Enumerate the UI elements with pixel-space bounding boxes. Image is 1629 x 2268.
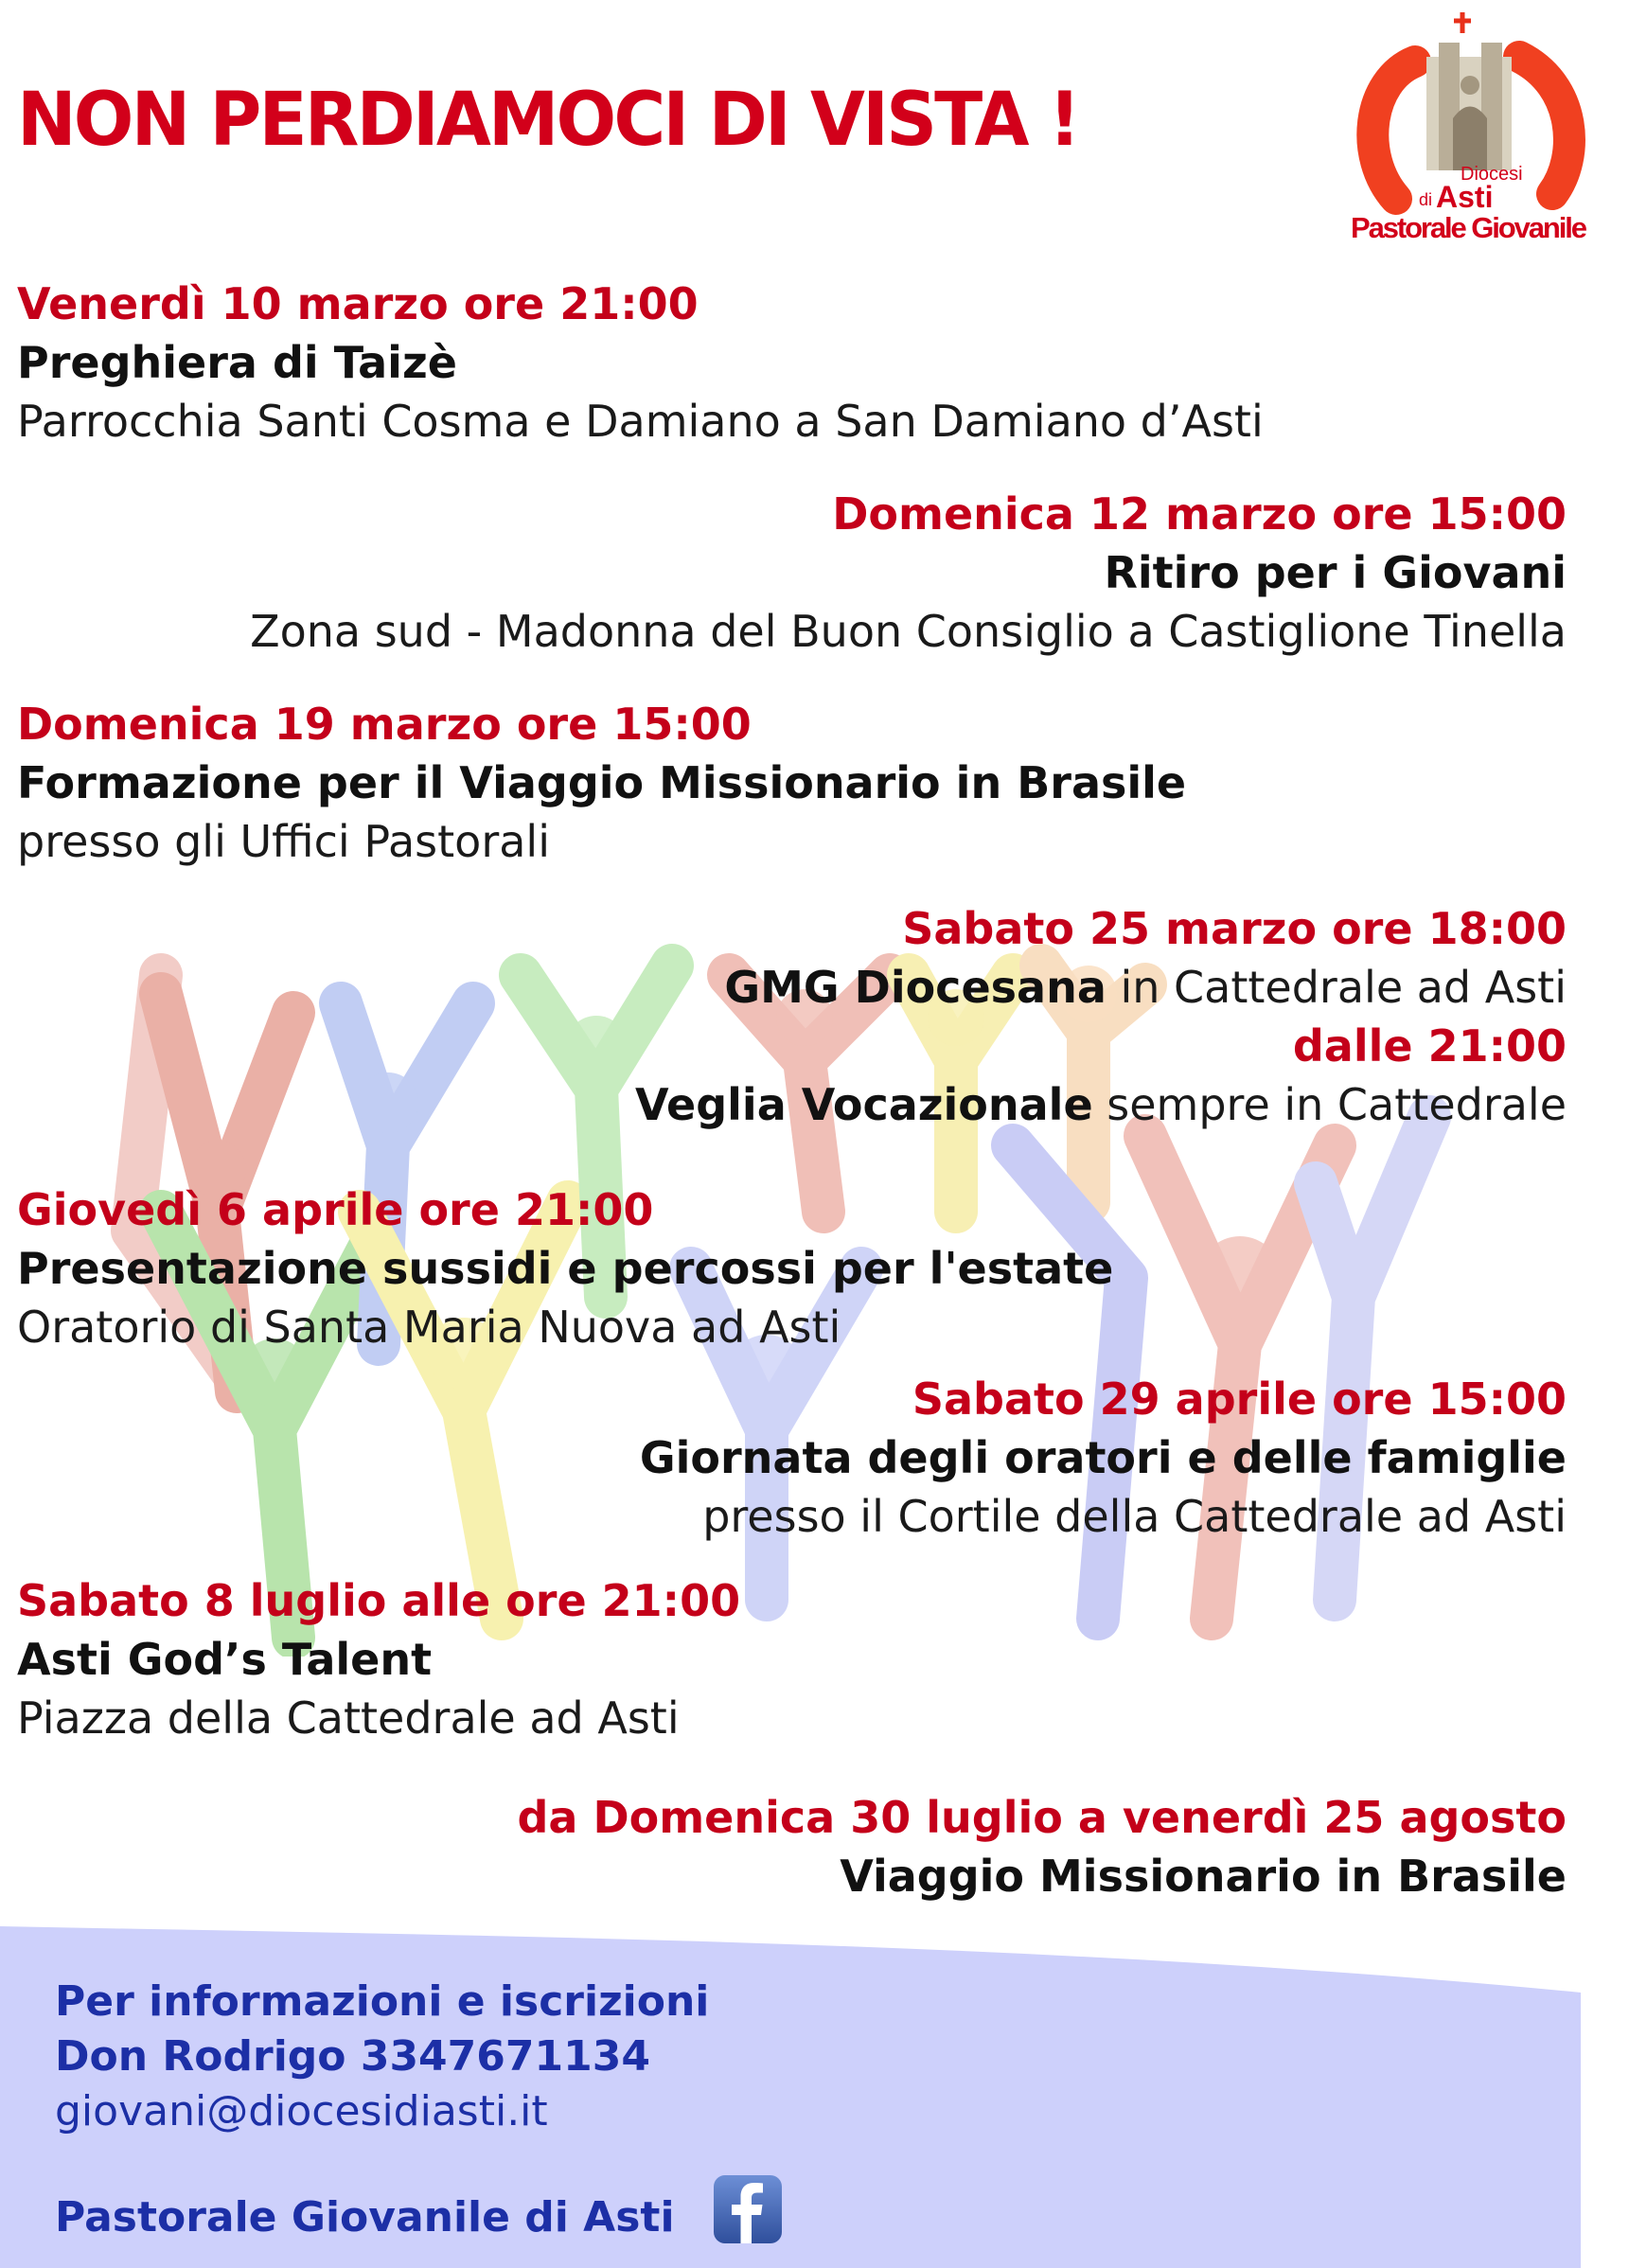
logo-cross-icon <box>1454 12 1471 33</box>
event-place: Parrocchia Santi Cosma e Damiano a San Damiano d’Asti <box>17 396 1264 447</box>
event-date: Domenica 19 marzo ore 15:00 <box>17 699 752 750</box>
event-presentazione <box>17 1180 1113 1356</box>
svg-text:di: di <box>1419 190 1433 209</box>
event-date: Sabato 29 aprile ore 15:00 <box>912 1373 1567 1425</box>
event-god-talent <box>17 1571 740 1747</box>
event-place: Oratorio di Santa Maria Nuova ad Asti <box>17 1302 841 1353</box>
event-date: Venerdì 10 marzo ore 21:00 <box>17 278 699 329</box>
event-name-2-suffix: sempre in Cattedrale <box>1092 1079 1567 1130</box>
page-title: NON PERDIAMOCI DI VISTA ! <box>17 78 1079 163</box>
event-name-suffix: in Cattedrale ad Asti <box>1106 962 1567 1013</box>
event-name: Formazione per il Viaggio Missionario in Brasile <box>17 757 1187 808</box>
event-place: Piazza della Cattedrale ad Asti <box>17 1692 680 1744</box>
contact-email[interactable]: giovani@diocesidiasti.it <box>55 2087 548 2135</box>
event-giornata-oratori <box>640 1370 1567 1546</box>
event-place: presso il Cortile della Cattedrale ad Asti <box>702 1491 1567 1542</box>
svg-text:Pastorale Giovanile: Pastorale Giovanile <box>1351 211 1587 244</box>
event-name: Presentazione sussidi e percossi per l'estate <box>17 1243 1114 1294</box>
event-place: presso gli Uffici Pastorali <box>17 816 550 867</box>
event-date: Sabato 8 luglio alle ore 21:00 <box>17 1575 741 1626</box>
event-name: Preghiera di Taizè <box>17 337 457 388</box>
event-formazione <box>17 695 1186 871</box>
event-name-2: Veglia Vocazionale <box>634 1079 1093 1130</box>
event-gmg <box>635 899 1567 1134</box>
event-date: Domenica 12 marzo ore 15:00 <box>832 488 1567 540</box>
event-date: Sabato 25 marzo ore 18:00 <box>902 903 1567 954</box>
event-viaggio-brasile <box>517 1788 1567 1905</box>
event-ritiro <box>250 485 1567 661</box>
event-name: Asti God’s Talent <box>17 1634 433 1685</box>
event-name: Viaggio Missionario in Brasile <box>840 1851 1567 1902</box>
contact-phone: Don Rodrigo 3347671134 <box>55 2032 650 2081</box>
event-taize <box>17 275 1264 451</box>
facebook-icon[interactable] <box>712 2173 784 2245</box>
contact-block <box>55 1975 709 2139</box>
facebook-page-link[interactable]: Pastorale Giovanile di Asti <box>55 2193 675 2241</box>
event-date-2: dalle 21:00 <box>1292 1020 1567 1072</box>
event-name: Giornata degli oratori e delle famiglie <box>639 1432 1567 1483</box>
svg-text:Asti: Asti <box>1436 180 1494 214</box>
diocese-logo <box>1349 5 1590 256</box>
event-date: Giovedì 6 aprile ore 21:00 <box>17 1184 654 1235</box>
event-name: GMG Diocesana <box>724 962 1107 1013</box>
event-name: Ritiro per i Giovani <box>1104 547 1567 598</box>
svg-text:Diocesi: Diocesi <box>1461 164 1523 185</box>
contact-heading: Per informazioni e iscrizioni <box>55 1977 710 2026</box>
event-date: da Domenica 30 luglio a venerdì 25 agosto <box>517 1792 1567 1843</box>
event-place: Zona sud - Madonna del Buon Consiglio a Castiglione Tinella <box>250 606 1567 657</box>
